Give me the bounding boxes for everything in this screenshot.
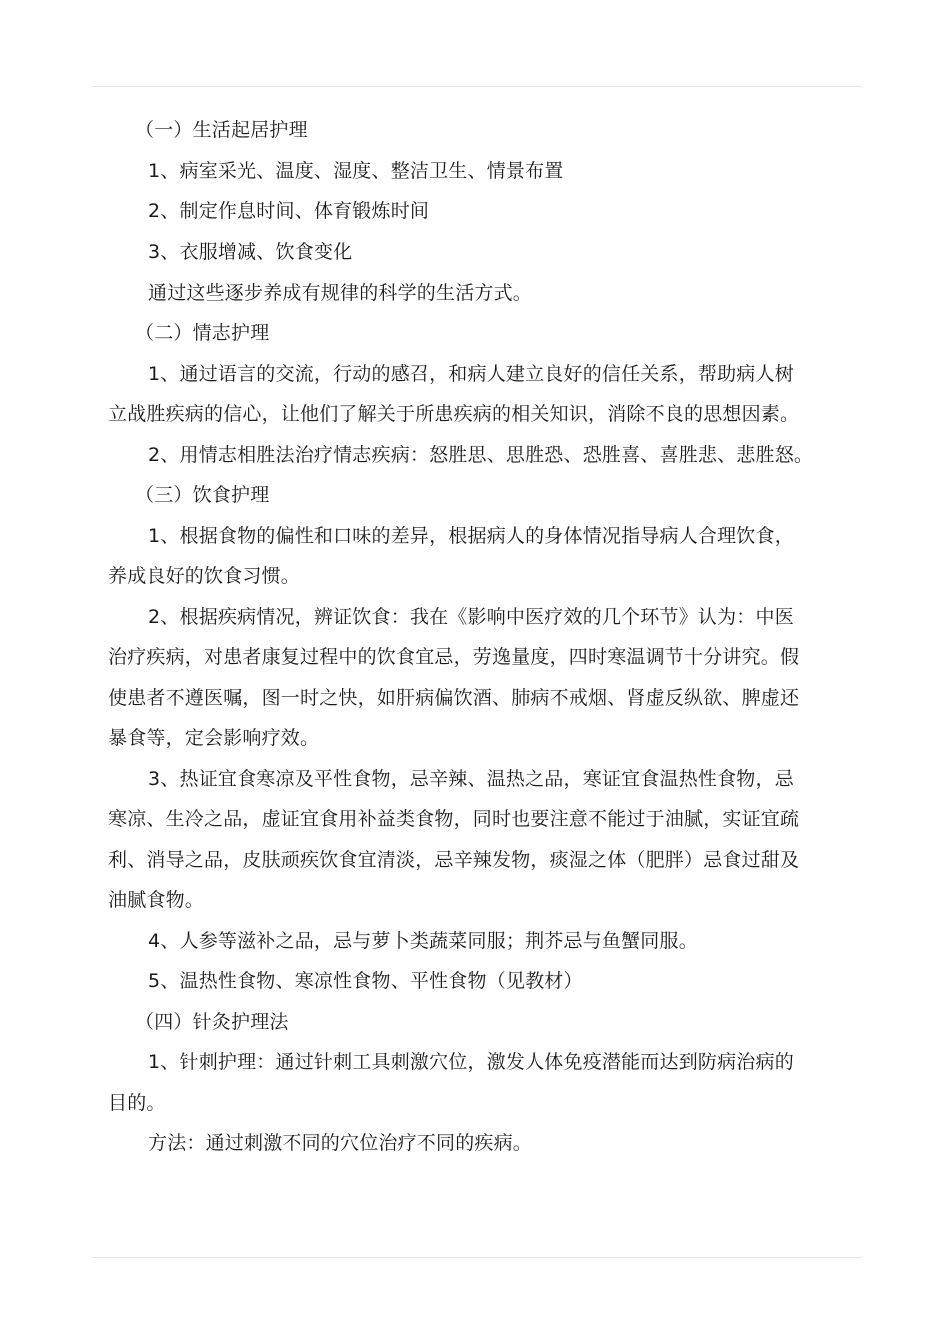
paragraph-line: 立战胜疾病的信心，让他们了解关于所患疾病的相关知识，消除不良的思想因素。 <box>108 403 800 425</box>
heading-2: （二）情志护理 <box>135 322 270 344</box>
paragraph-line: 暴食等，定会影响疗效。 <box>108 727 320 749</box>
page-bottom-rule <box>92 1257 862 1258</box>
paragraph-line: 3、热证宜食寒凉及平性食物，忌辛辣、温热之品，寒证宜食温热性食物，忌 <box>148 768 794 790</box>
paragraph-line: 4、人参等滋补之品，忌与萝卜类蔬菜同服；荆芥忌与鱼蟹同服。 <box>148 930 698 952</box>
paragraph-line: 2、用情志相胜法治疗情志疾病：怒胜思、思胜恐、恐胜喜、喜胜悲、悲胜怒。 <box>148 444 814 466</box>
heading-4: （四）针灸护理法 <box>135 1011 289 1033</box>
paragraph-line: 3、衣服增减、饮食变化 <box>148 241 353 263</box>
paragraph-line: 通过这些逐步养成有规律的科学的生活方式。 <box>148 282 533 304</box>
paragraph-line: 寒凉、生冷之品，虚证宜食用补益类食物，同时也要注意不能过于油腻，实证宜疏 <box>108 808 800 830</box>
paragraph-line: 1、通过语言的交流，行动的感召，和病人建立良好的信任关系，帮助病人树 <box>148 363 794 385</box>
paragraph-line: 使患者不遵医嘱，图一时之快，如肝病偏饮酒、肺病不戒烟、肾虚反纵欲、脾虚还 <box>108 687 800 709</box>
paragraph-line: 1、针刺护理：通过针刺工具刺激穴位，激发人体免疫潜能而达到防病治病的 <box>148 1051 794 1073</box>
heading-1: （一）生活起居护理 <box>135 119 308 141</box>
paragraph-line: 目的。 <box>108 1092 166 1114</box>
paragraph-line: 1、病室采光、温度、湿度、整洁卫生、情景布置 <box>148 160 564 182</box>
paragraph-line: 2、根据疾病情况，辨证饮食：我在《影响中医疗效的几个环节》认为：中医 <box>148 606 794 628</box>
paragraph-line: 治疗疾病，对患者康复过程中的饮食宜忌，劳逸量度，四时寒温调节十分讲究。假 <box>108 646 800 668</box>
heading-3: （三）饮食护理 <box>135 484 270 506</box>
paragraph-line: 2、制定作息时间、体育锻炼时间 <box>148 200 430 222</box>
paragraph-line: 方法：通过刺激不同的穴位治疗不同的疾病。 <box>148 1132 533 1154</box>
paragraph-line: 油腻食物。 <box>108 889 205 911</box>
paragraph-line: 养成良好的饮食习惯。 <box>108 565 301 587</box>
paragraph-line: 1、根据食物的偏性和口味的差异，根据病人的身体情况指导病人合理饮食， <box>148 525 794 547</box>
paragraph-line: 利、消导之品，皮肤顽疾饮食宜清淡，忌辛辣发物，痰湿之体（肥胖）忌食过甜及 <box>108 849 800 871</box>
page-top-rule <box>92 86 862 87</box>
paragraph-line: 5、温热性食物、寒凉性食物、平性食物（见教材） <box>148 970 583 992</box>
